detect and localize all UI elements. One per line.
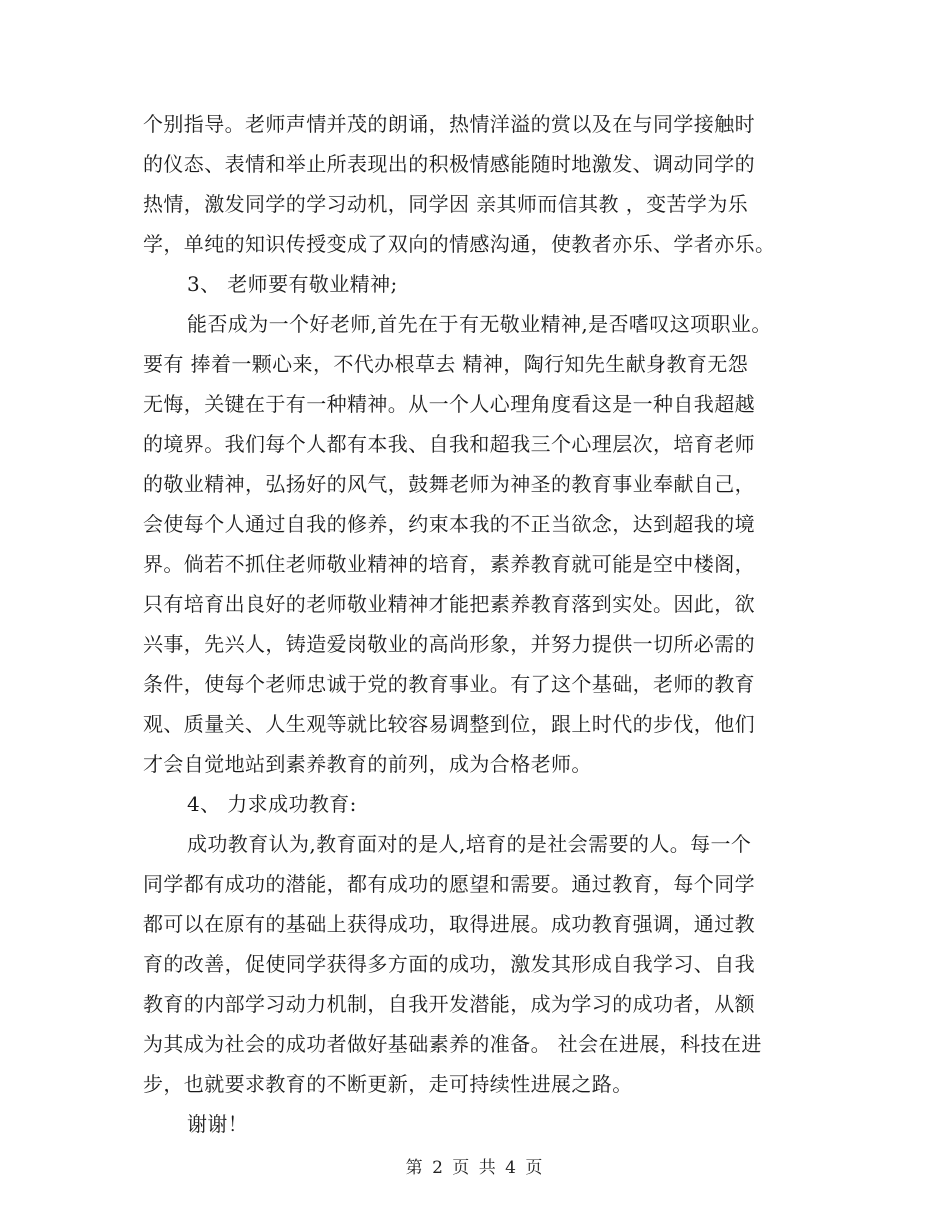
- text-line: 才会自觉地站到素养教育的前列，成为合格老师。: [143, 752, 592, 776]
- text-line: 观、质量关、人生观等就比较容易调整到位，跟上时代的步伐，他们: [143, 712, 755, 736]
- text-line: 无悔，关键在于有一种精神。从一个人心理角度看这是一种自我超越: [143, 392, 755, 416]
- text-line: 教育的内部学习动力机制，自我开发潜能，成为学习的成功者，从额: [143, 992, 755, 1016]
- text-line: 会使每个人通过自我的修养，约束本我的不正当欲念，达到超我的境: [143, 512, 755, 536]
- text-line: 同学都有成功的潜能，都有成功的愿望和需要。通过教育，每个同学: [143, 872, 755, 896]
- section-heading-4: 4、 力求成功教育:: [187, 792, 357, 816]
- text-line: 育的改善，促使同学获得多方面的成功，激发其形成自我学习、自我: [143, 952, 755, 976]
- section-heading-3: 3、 老师要有敬业精神;: [187, 272, 398, 296]
- document-body: [143, 104, 823, 1144]
- text-line: 界。倘若不抓住老师敬业精神的培育，素养教育就可能是空中楼阁，: [143, 552, 755, 576]
- text-line: 学，单纯的知识传授变成了双向的情感沟通，使教者亦乐、学者亦乐。: [143, 232, 776, 256]
- text-line: 的敬业精神，弘扬好的风气，鼓舞老师为神圣的教育事业奉献自己，: [143, 472, 755, 496]
- text-line: 成功教育认为,教育面对的是人,培育的是社会需要的人。每一个: [187, 832, 752, 856]
- text-line: 都可以在原有的基础上获得成功，取得进展。成功教育强调，通过教: [143, 912, 755, 936]
- text-line: 的境界。我们每个人都有本我、自我和超我三个心理层次，培育老师: [143, 432, 755, 456]
- text-line: 要有 捧着一颗心来，不代办根草去 精神，陶行知先生献身教育无怨: [143, 352, 749, 376]
- text-line: 的仪态、表情和举止所表现出的积极情感能随时地激发、调动同学的: [143, 152, 755, 176]
- text-line: 只有培育出良好的老师敬业精神才能把素养教育落到实处。因此，欲: [143, 592, 755, 616]
- closing-line: 谢谢！: [187, 1112, 249, 1136]
- text-line: 能否成为一个好老师,首先在于有无敬业精神,是否嗜叹这项职业。: [187, 312, 772, 336]
- text-line: 条件，使每个老师忠诚于党的教育事业。有了这个基础，老师的教育: [143, 672, 755, 696]
- page-number-footer: 第 2 页 共 4 页: [405, 1158, 545, 1178]
- text-line: 为其成为社会的成功者做好基础素养的准备。 社会在进展，科技在进: [143, 1032, 762, 1056]
- text-line: 步，也就要求教育的不断更新，走可持续性进展之路。: [143, 1072, 633, 1096]
- text-line: 个别指导。老师声情并茂的朗诵，热情洋溢的赏以及在与同学接触时: [143, 112, 755, 136]
- text-line: 热情，激发同学的学习动机，同学因 亲其师而信其教 ，变苦学为乐: [143, 192, 749, 216]
- text-line: 兴事，先兴人，铸造爱岗敬业的高尚形象，并努力提供一切所必需的: [143, 632, 755, 656]
